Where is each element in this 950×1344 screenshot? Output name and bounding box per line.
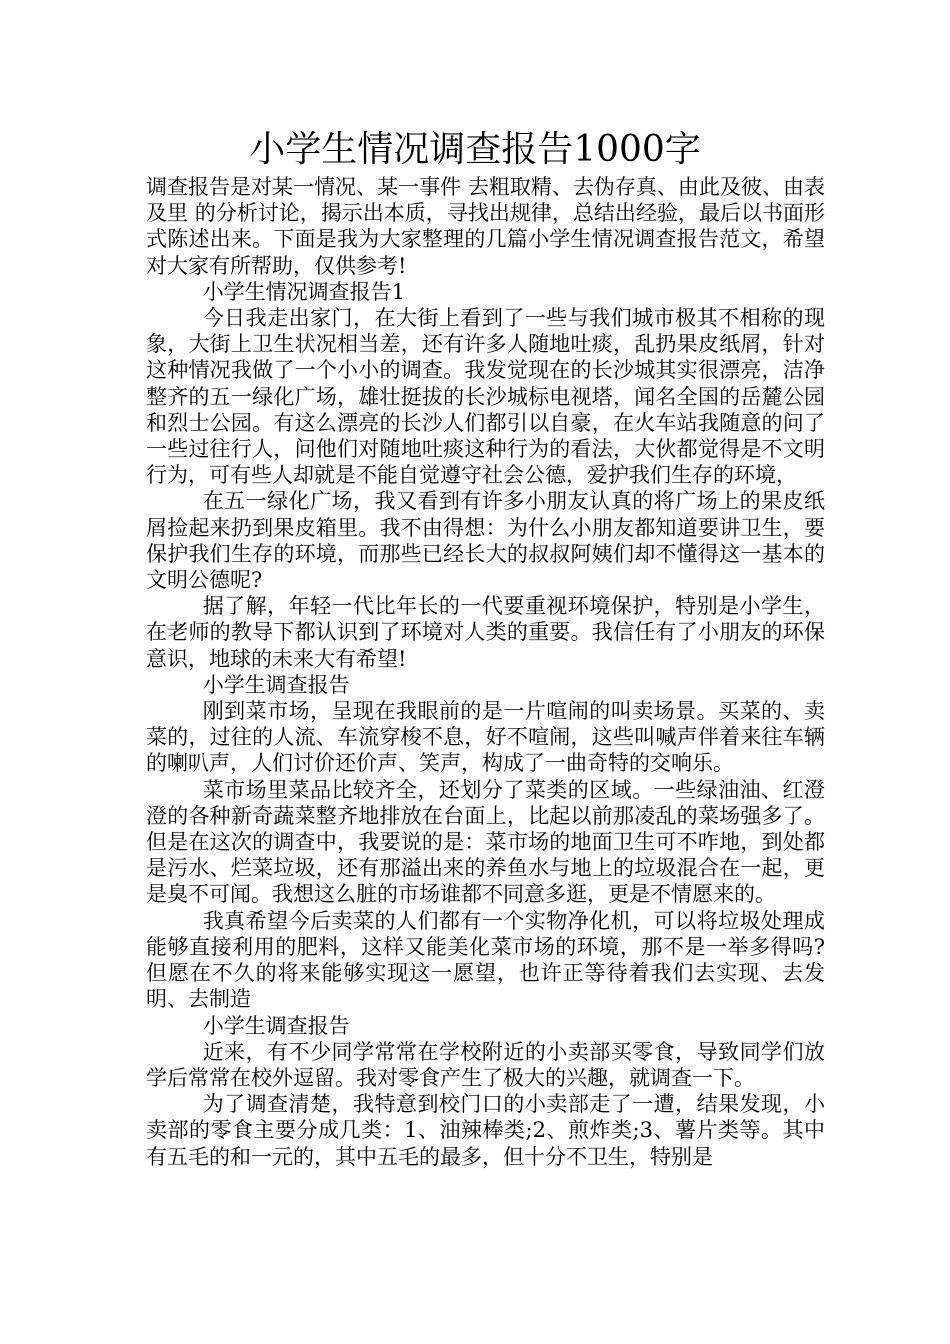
intro-paragraph: 调查报告是对某一情况、某一事件 去粗取精、去伪存真、由此及彼、由表及里 的分析讨论，揭示出本质，寻找出规律，总结出经验，最后以书面形式陈述出来。下面是我为大家整理的几篇小学生情况调查报告范文，希望对大家有所帮助，仅供参考!	[146, 175, 825, 278]
body-paragraph: 今日我走出家门，在大街上看到了一些与我们城市极其不相称的现象，大街上卫生状况相当差，还有许多人随地吐痰，乱扔果皮纸屑，针对这种情况我做了一个小小的调查。我发觉现在的长沙城其实很漂亮，洁净整齐的五一绿化广场，雄壮挺拔的长沙城标电视塔，闻名全国的岳麓公园和烈士公园。有这么漂亮的长沙人们都引以自豪，在火车站我随意的问了一些过往行人，问他们对随地吐痰这种行为的看法，大伙都觉得是不文明行为，可有些人却就是不能自觉遵守社会公德，爱护我们生存的环境，	[146, 306, 825, 488]
section-heading-3: 小学生调查报告	[202, 1013, 350, 1038]
body-paragraph: 近来，有不少同学常常在学校附近的小卖部买零食，导致同学们放学后常常在校外逗留。我对零食产生了极大的兴趣，就调查一下。	[146, 1039, 825, 1090]
body-paragraph: 菜市场里菜品比较齐全，还划分了菜类的区域。一些绿油油、红澄澄的各种新奇蔬菜整齐地排放在台面上，比起以前那凌乱的菜场强多了。但是在这次的调查中，我要说的是：菜市场的地面卫生可不咋地，到处都是污水、烂菜垃圾，还有那溢出来的养鱼水与地上的垃圾混合在一起，更是臭不可闻。我想这么脏的市场谁都不同意多逛，更是不情愿来的。	[146, 777, 825, 907]
document-title: 小学生情况调查报告1000字	[249, 129, 701, 170]
body-paragraph: 刚到菜市场，呈现在我眼前的是一片喧闹的叫卖场景。买菜的、卖菜的，过往的人流、车流穿梭不息，好不喧闹，这些叫喊声伴着来往车辆的喇叭声，人们讨价还价声、笑声，构成了一曲奇特的交响乐。	[146, 699, 825, 776]
body-paragraph: 我真希望今后卖菜的人们都有一个实物净化机，可以将垃圾处理成能够直接利用的肥料，这样又能美化菜市场的环境，那不是一举多得吗?但愿在不久的将来能够实现这一愿望，也许正等待着我们去实现、去发明、去制造	[146, 908, 825, 1012]
body-paragraph: 为了调查清楚，我特意到校门口的小卖部走了一遭，结果发现，小卖部的零食主要分成几类：1、油辣棒类;2、煎炸类;3、薯片类等。其中有五毛的和一元的，其中五毛的最多，但十分不卫生，特别是	[146, 1092, 825, 1169]
body-paragraph: 在五一绿化广场，我又看到有许多小朋友认真的将广场上的果皮纸屑捡起来扔到果皮箱里。我不由得想：为什么小朋友都知道要讲卫生，要保护我们生存的环境，而那些已经长大的叔叔阿姨们却不懂得这一基本的文明公德呢?	[146, 489, 825, 593]
section-heading-1: 小学生情况调查报告1	[202, 279, 406, 304]
section-heading-2: 小学生调查报告	[202, 672, 350, 697]
document-body	[146, 174, 825, 1170]
body-paragraph: 据了解，年轻一代比年长的一代要重视环境保护，特别是小学生，在老师的教导下都认识到了环境对人类的重要。我信任有了小朋友的环保意识，地球的未来大有希望!	[146, 594, 825, 671]
